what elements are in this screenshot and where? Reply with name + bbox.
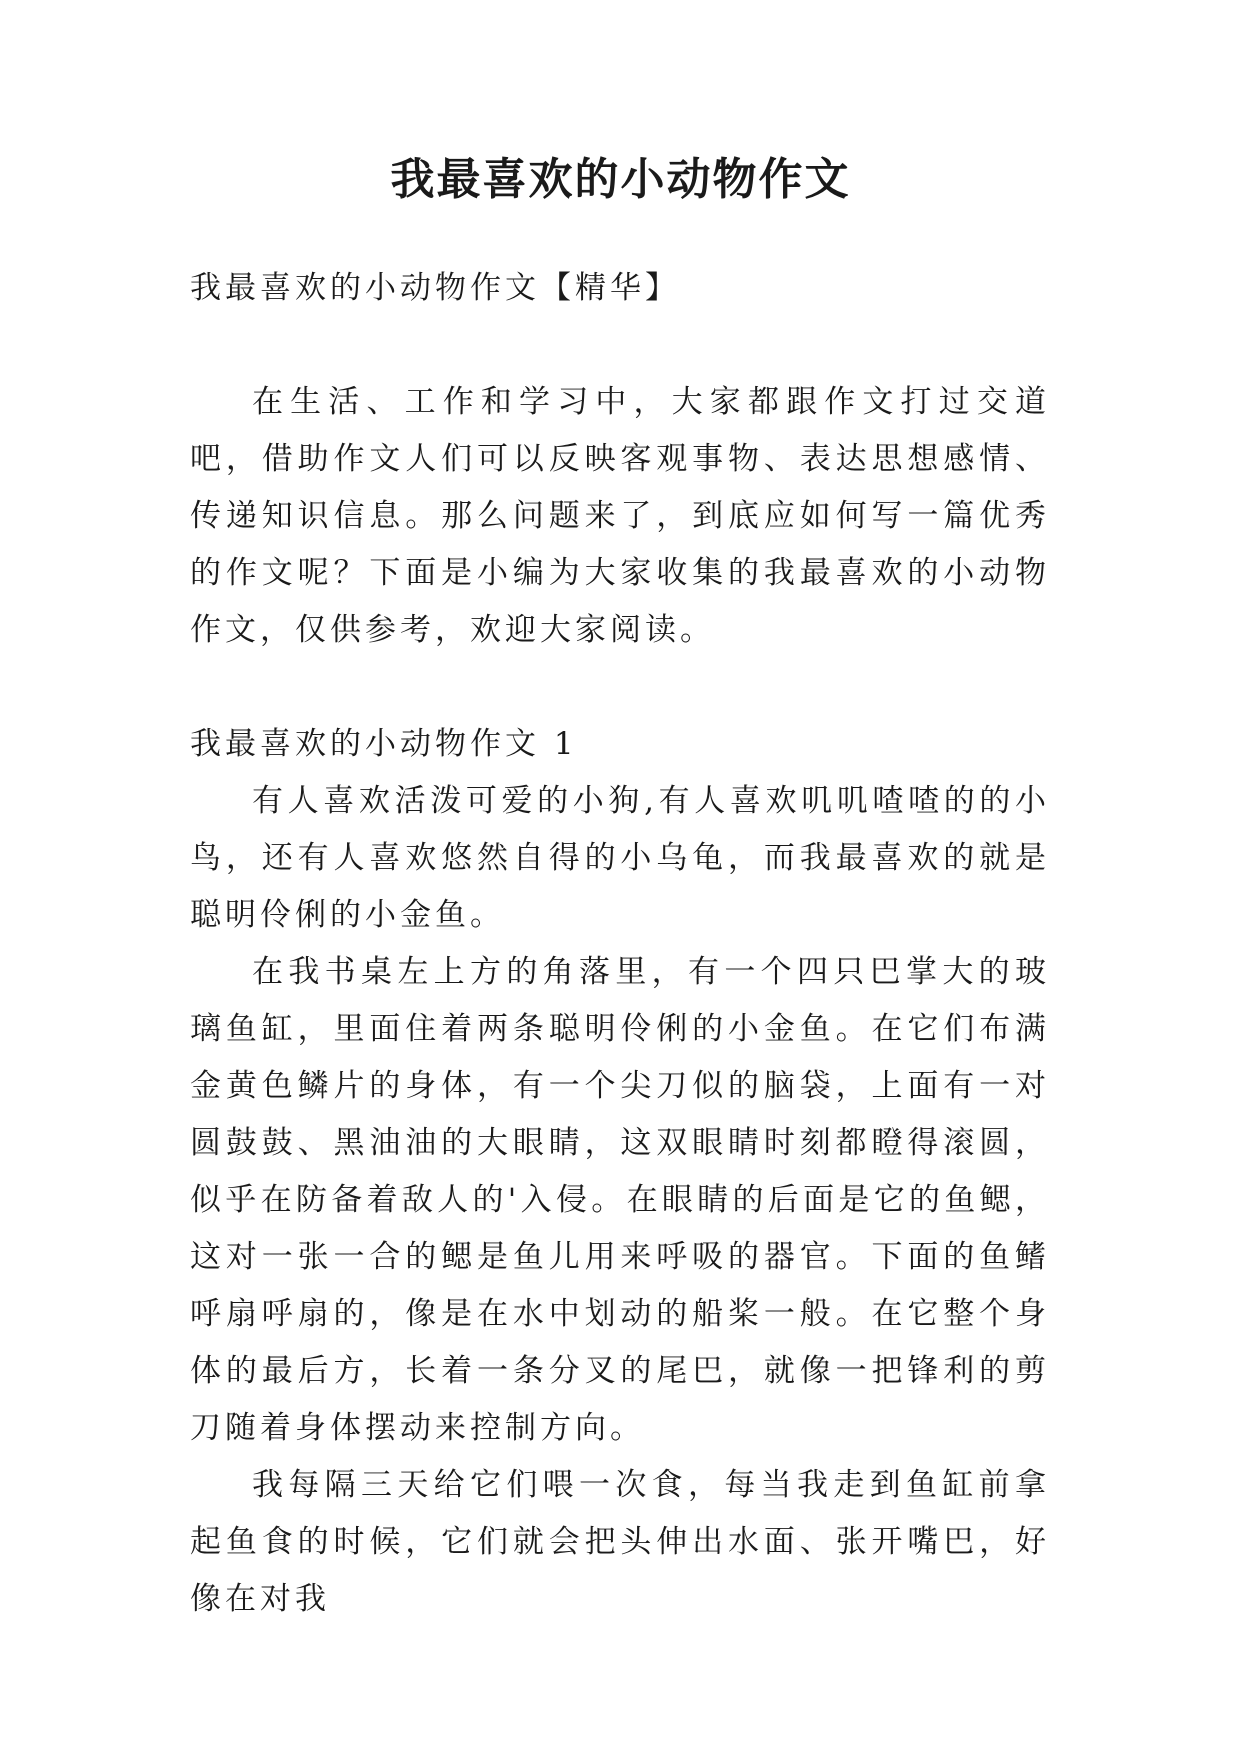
- body-paragraph: 我每隔三天给它们喂一次食，每当我走到鱼缸前拿起鱼食的时候，它们就会把头伸出水面、张开嘴巴，好像在对我: [190, 1467, 1050, 1617]
- document-body: [190, 260, 1050, 1628]
- document-subtitle: 我最喜欢的小动物作文【精华】: [190, 270, 680, 306]
- body-paragraph: 在我书桌左上方的角落里，有一个四只巴掌大的玻璃鱼缸，里面住着两条聪明伶俐的小金鱼。在它们布满金黄色鳞片的身体，有一个尖刀似的脑袋，上面有一对圆鼓鼓、黑油油的大眼睛，这双眼睛时刻都瞪得滚圆，似乎在防备着敌人的'入侵。在眼睛的后面是它的鱼鳃，这对一张一合的鳃是鱼儿用来呼吸的器官。下面的鱼鳍呼扇呼扇的，像是在水中划动的船桨一般。在它整个身体的最后方，长着一条分叉的尾巴，就像一把锋利的剪刀随着身体摆动来控制方向。: [190, 954, 1050, 1446]
- body-paragraph: 有人喜欢活泼可爱的小狗,有人喜欢叽叽喳喳的的小鸟，还有人喜欢悠然自得的小乌龟，而我最喜欢的就是聪明伶俐的小金鱼。: [190, 783, 1050, 933]
- intro-paragraph: 在生活、工作和学习中，大家都跟作文打过交道吧，借助作文人们可以反映客观事物、表达思想感情、传递知识信息。那么问题来了，到底应如何写一篇优秀的作文呢？下面是小编为大家收集的我最喜欢的小动物作文，仅供参考，欢迎大家阅读。: [190, 384, 1050, 648]
- document-title: 我最喜欢的小动物作文: [390, 154, 851, 205]
- section-heading: 我最喜欢的小动物作文 1: [190, 726, 578, 762]
